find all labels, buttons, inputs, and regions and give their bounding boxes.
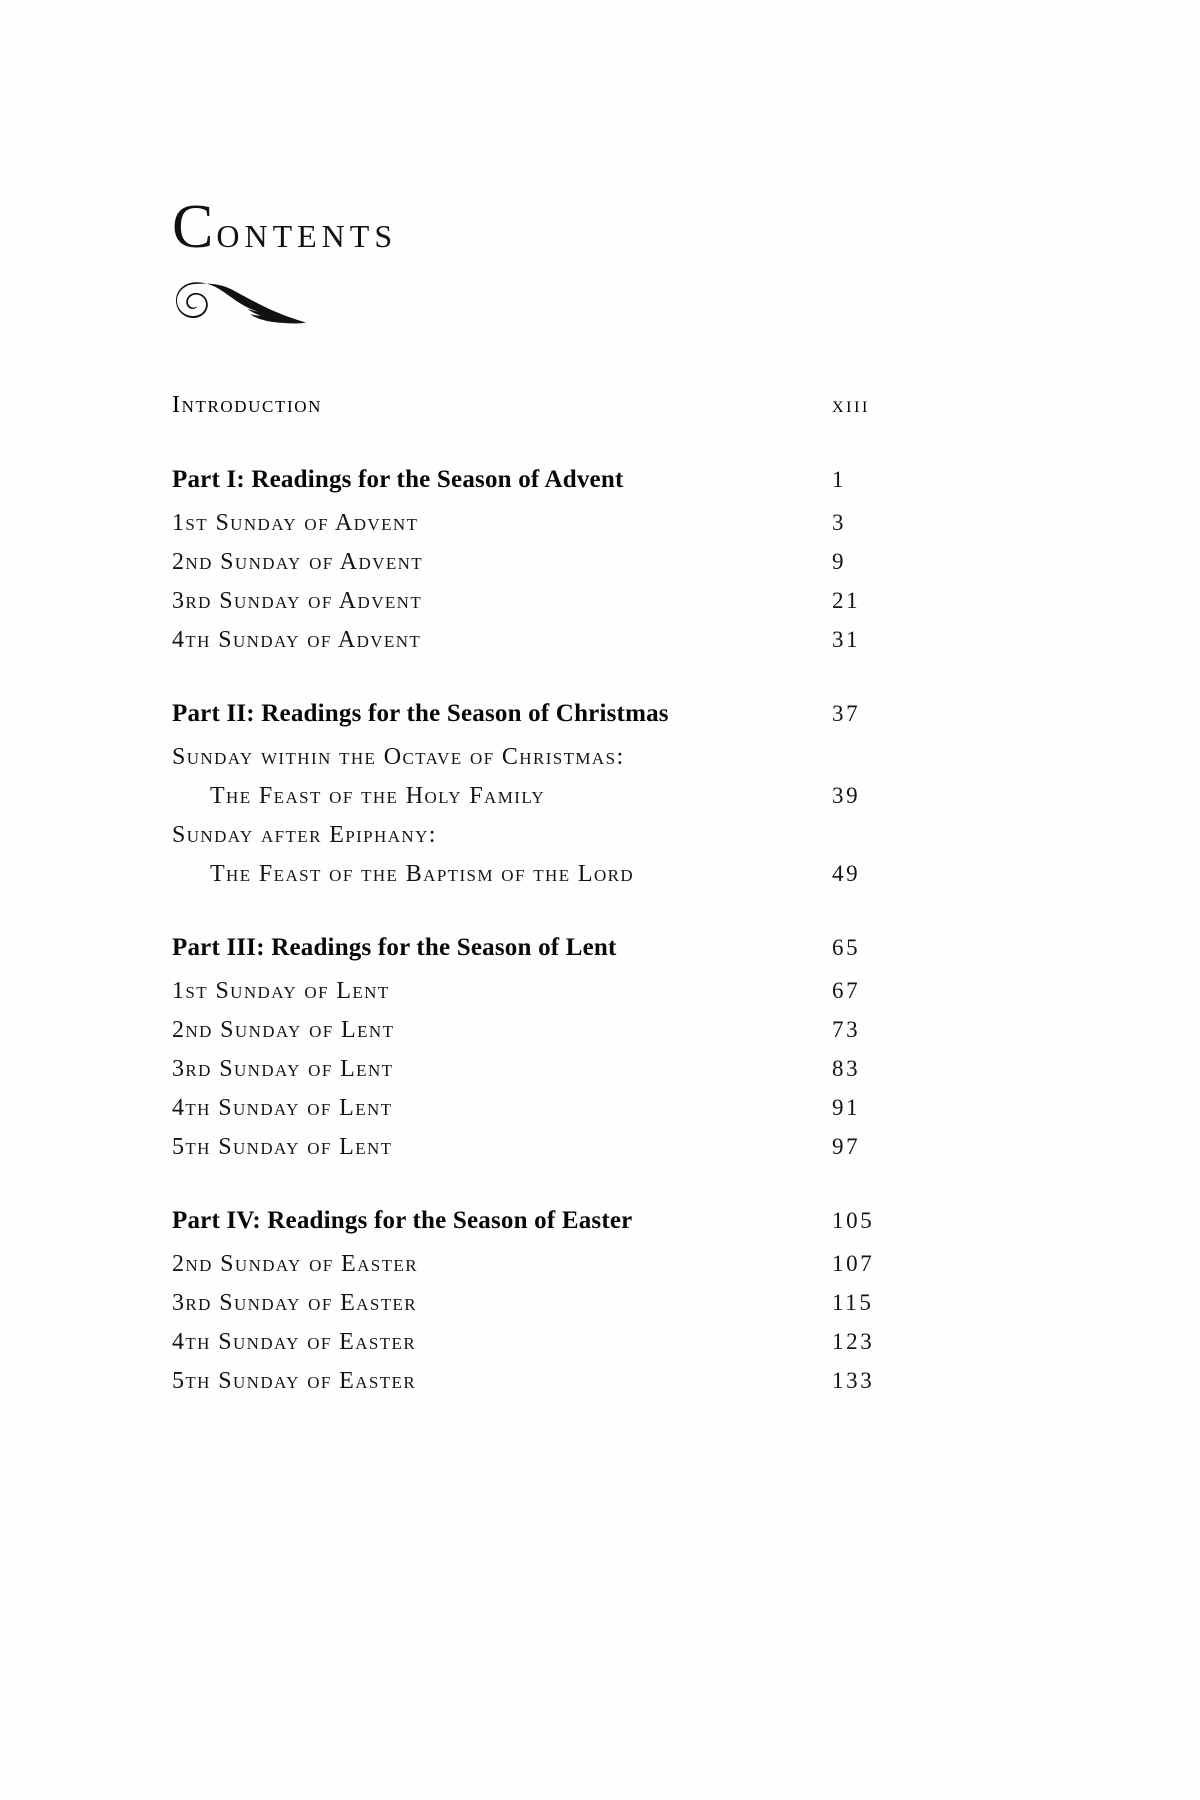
toc-entry-page: 97: [832, 1134, 861, 1159]
spacer: [172, 666, 924, 700]
toc-row-entry[interactable]: [172, 588, 924, 627]
spacer: [172, 432, 924, 466]
toc-part-label: Part IV: Readings for the Season of Easter: [172, 1207, 633, 1234]
toc-entry-page: 31: [832, 627, 861, 652]
toc-entry-label: 3rd Sunday of Advent: [172, 588, 423, 614]
toc-row-entry[interactable]: [172, 861, 924, 900]
toc-part-page: 37: [832, 701, 861, 726]
toc-entry-label: 4th Sunday of Advent: [172, 627, 422, 653]
page-title-rest: ontents: [216, 206, 398, 257]
toc-row-entry[interactable]: [172, 1134, 924, 1173]
toc-entry-label: 2nd Sunday of Advent: [172, 549, 424, 575]
toc-row-entry[interactable]: [172, 822, 924, 861]
toc-entry-label: 5th Sunday of Lent: [172, 1134, 393, 1160]
toc-entry-label: Introduction: [172, 392, 322, 418]
toc-part-label: Part III: Readings for the Season of Lent: [172, 934, 617, 961]
toc-row-part-heading[interactable]: [172, 700, 924, 744]
toc-row-entry[interactable]: [172, 510, 924, 549]
toc-row-entry[interactable]: [172, 1368, 924, 1407]
toc-row-entry[interactable]: [172, 1095, 924, 1134]
toc-entry-label: 2nd Sunday of Lent: [172, 1017, 395, 1043]
toc-part-page: 105: [832, 1208, 875, 1233]
toc-row-part-heading[interactable]: [172, 934, 924, 978]
toc-entry-page: 115: [832, 1290, 874, 1315]
toc-entry-label: 5th Sunday of Easter: [172, 1368, 417, 1394]
toc-entry-page: 83: [832, 1056, 861, 1081]
toc-row-entry[interactable]: [172, 783, 924, 822]
toc-entry-page: 73: [832, 1017, 861, 1042]
toc-entry-page: 107: [832, 1251, 875, 1276]
toc-entry-list: [172, 392, 924, 1407]
toc-row-entry[interactable]: [172, 627, 924, 666]
toc-entry-page: 91: [832, 1095, 861, 1120]
toc-entry-page: 9: [832, 549, 847, 574]
toc-header: [172, 193, 932, 324]
toc-entry-page: 39: [832, 783, 861, 808]
toc-row-entry[interactable]: [172, 549, 924, 588]
page-title-initial: C: [172, 193, 217, 261]
toc-part-page: 1: [832, 467, 847, 492]
toc-entry-label: 3rd Sunday of Lent: [172, 1056, 394, 1082]
toc-row-introduction[interactable]: [172, 392, 924, 432]
toc-row-entry[interactable]: [172, 1251, 924, 1290]
toc-entry-label: 4th Sunday of Easter: [172, 1329, 417, 1355]
toc-entry-page: 123: [832, 1329, 875, 1354]
toc-row-entry[interactable]: [172, 978, 924, 1017]
page-title: [172, 193, 932, 261]
toc-section-part-4: [172, 1207, 924, 1407]
toc-row-entry[interactable]: [172, 1017, 924, 1056]
toc-entry-page: 21: [832, 588, 861, 613]
toc-row-entry[interactable]: [172, 1329, 924, 1368]
toc-entry-label: 3rd Sunday of Easter: [172, 1290, 418, 1316]
toc-entry-page: 49: [832, 861, 861, 886]
spacer: [172, 900, 924, 934]
toc-part-label: Part II: Readings for the Season of Christmas: [172, 700, 669, 727]
toc-row-entry[interactable]: [172, 1290, 924, 1329]
toc-entry-label: 2nd Sunday of Easter: [172, 1251, 418, 1277]
toc-row-part-heading[interactable]: [172, 466, 924, 510]
toc-entry-page: 3: [832, 510, 847, 535]
toc-entry-page: 133: [832, 1368, 875, 1393]
toc-part-page: 65: [832, 935, 861, 960]
spacer: [172, 1173, 924, 1207]
toc-entry-label: 1st Sunday of Lent: [172, 978, 390, 1004]
toc-entry-label: The Feast of the Holy Family: [210, 783, 546, 809]
calligraphic-swash-ornament: [176, 272, 306, 324]
toc-row-entry[interactable]: [172, 1056, 924, 1095]
toc-row-part-heading[interactable]: [172, 1207, 924, 1251]
toc-section-part-1: [172, 466, 924, 666]
toc-entry-label: 1st Sunday of Advent: [172, 510, 419, 536]
toc-entry-label: Sunday within the Octave of Christmas:: [172, 744, 625, 770]
toc-section-part-3: [172, 934, 924, 1173]
toc-section-part-2: [172, 700, 924, 900]
toc-entry-label: 4th Sunday of Lent: [172, 1095, 393, 1121]
toc-entry-page: xiii: [832, 392, 870, 417]
toc-entry-label: The Feast of the Baptism of the Lord: [210, 861, 635, 887]
toc-row-entry[interactable]: [172, 744, 924, 783]
toc-part-label: Part I: Readings for the Season of Advent: [172, 466, 624, 493]
toc-entry-page: 67: [832, 978, 861, 1003]
toc-entry-label: Sunday after Epiphany:: [172, 822, 437, 848]
